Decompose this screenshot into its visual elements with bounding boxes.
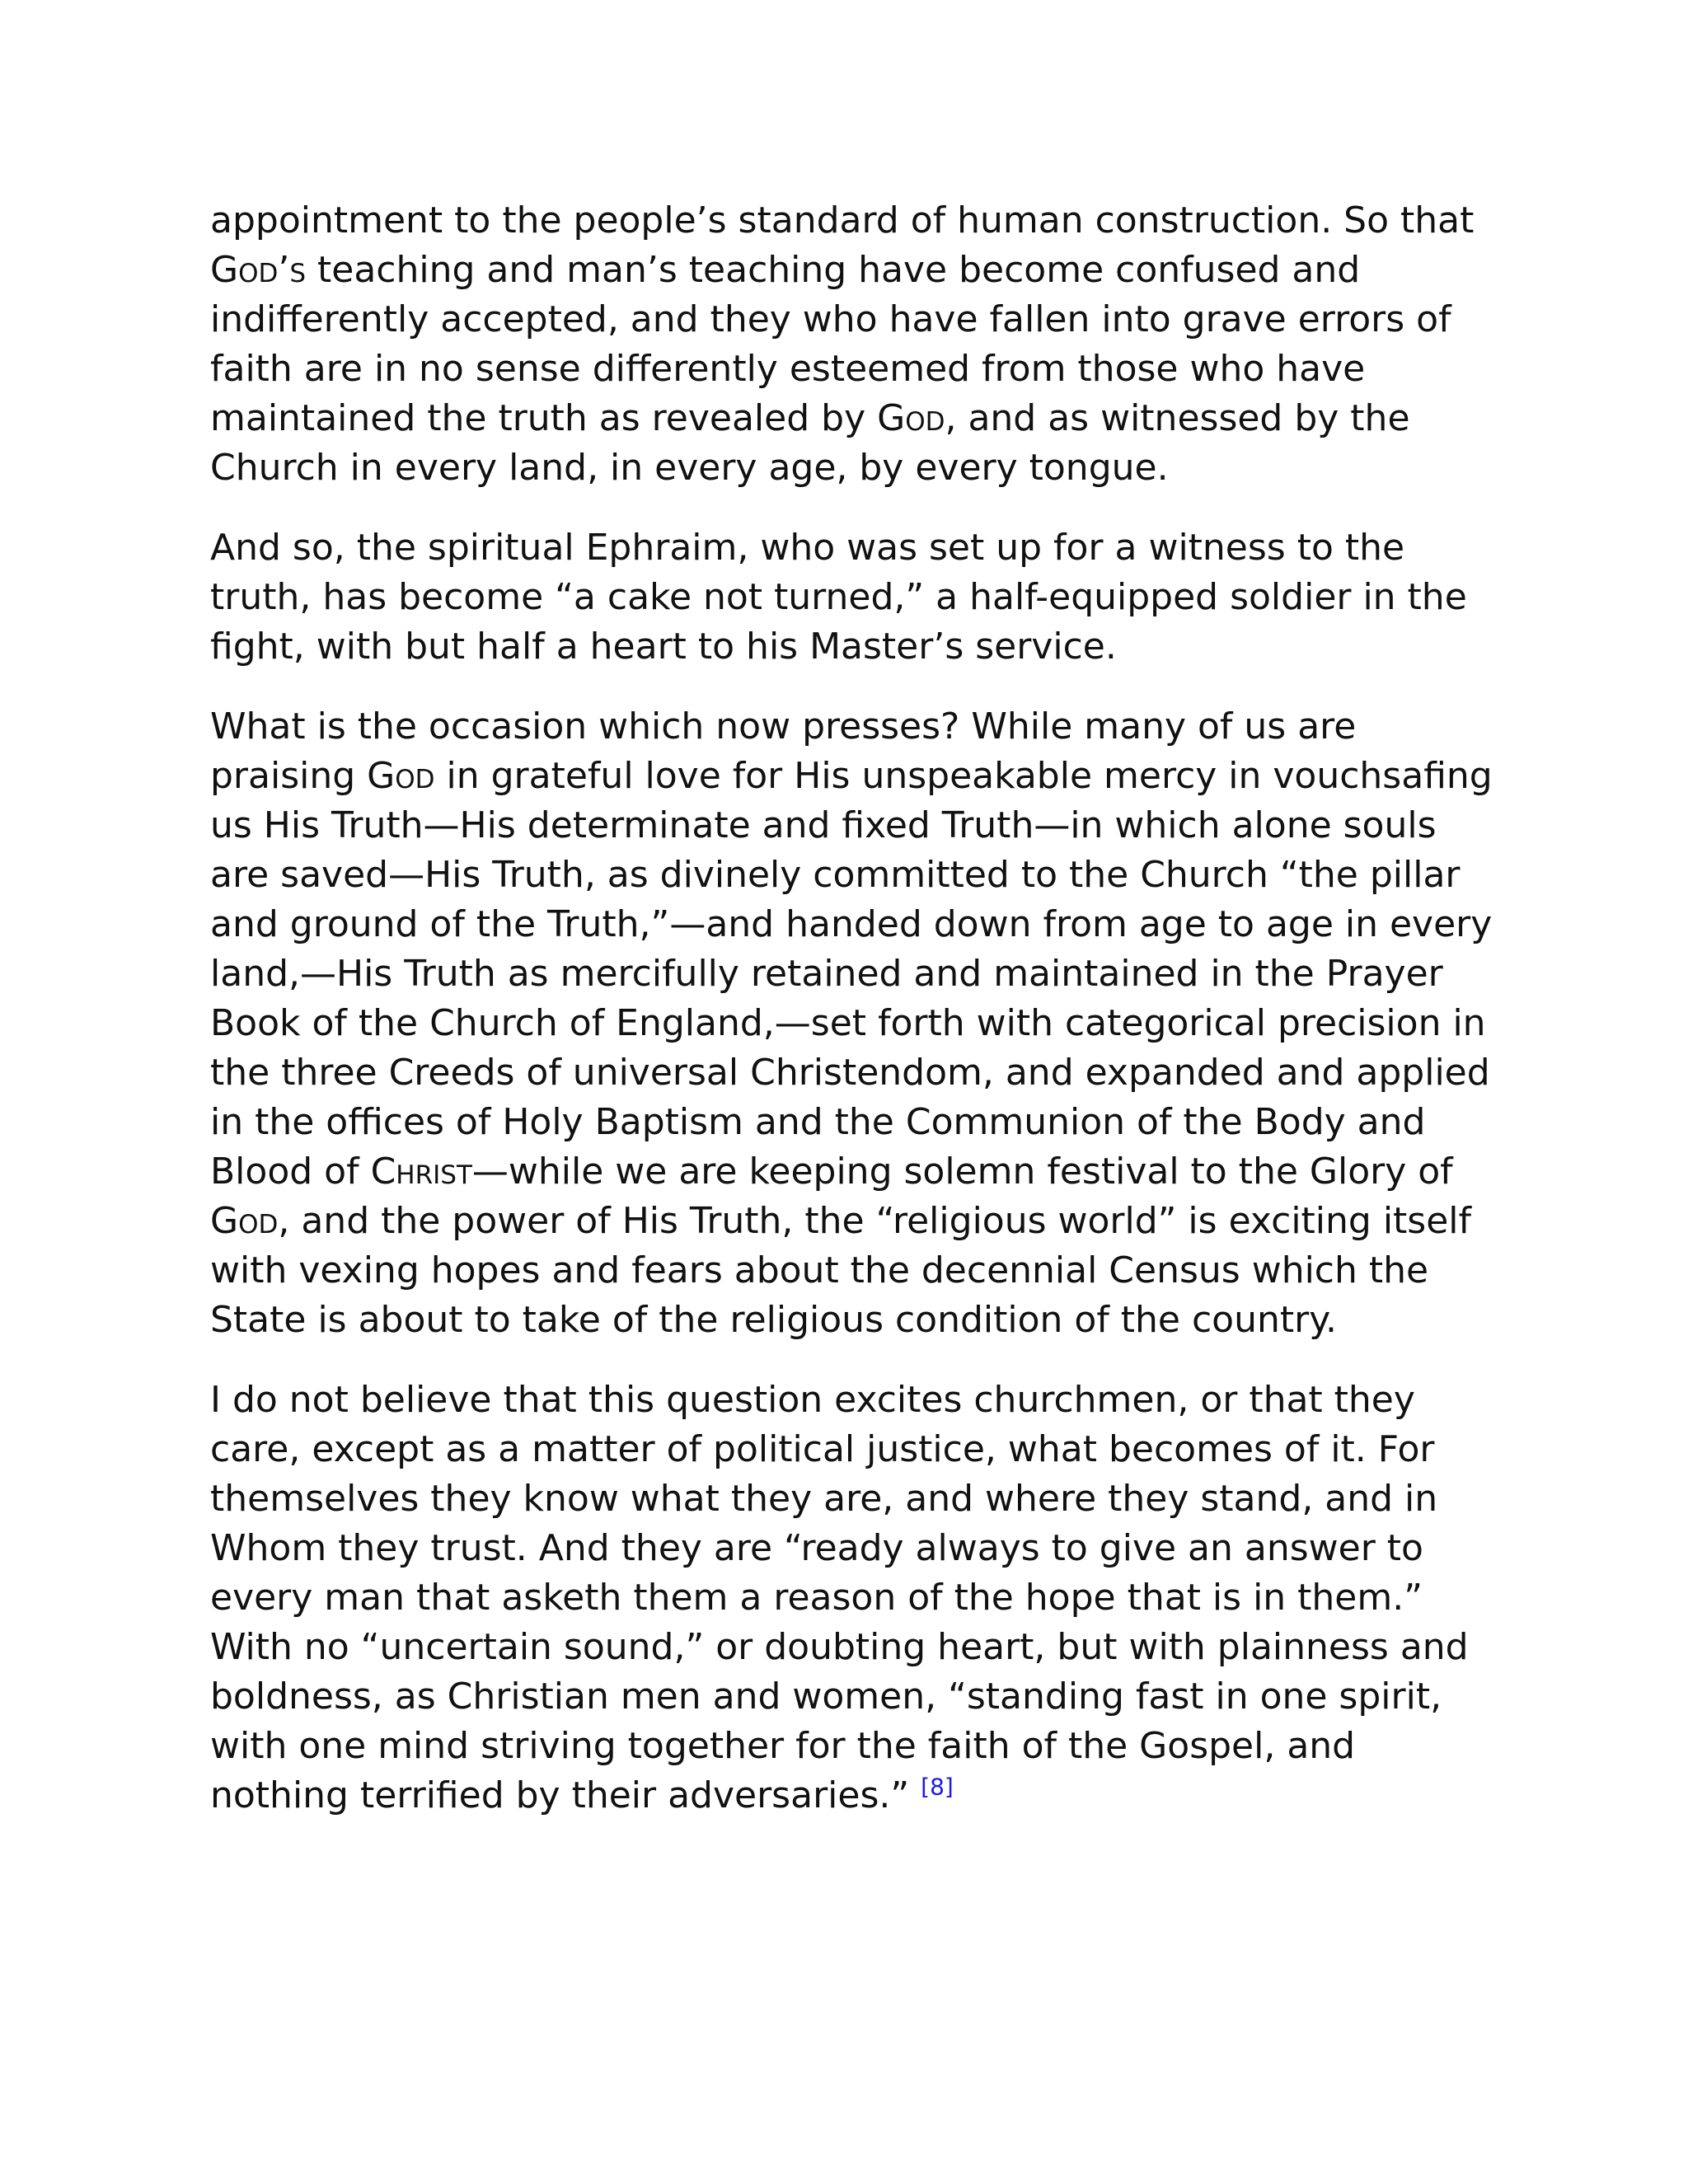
text-run: , and as witnessed by the Church in every land, in every age, by every tongue. [210, 397, 1410, 489]
small-caps-god: God [210, 1200, 279, 1242]
text-run: What is the occasion which now presses? While many of us are praising [210, 705, 1357, 797]
text-run: I do not believe that this question excites churchmen, or that they care, except as a matter of political justice, what becomes of it. For themselves they know what they are, and where they stand, and in Whom they trust. And they are “ready always to give an answer to every man that asketh them a reason of the hope that is in them.” With no “uncertain sound,” or doubting heart, but with plainness and boldness, as Christian men and women, “standing fast in one spirit, with one mind striving together for the faith of the Gospel, and nothing terrified by their adversaries.” [210, 1379, 1469, 1816]
text-run: And so, the spiritual Ephraim, who was set up for a witness to the truth, has become “a cake not turned,” a half-equipped soldier in the fight, with but half a heart to his Master’s service. [210, 527, 1467, 668]
small-caps-god: God’s [210, 249, 307, 291]
small-caps-christ: Christ [370, 1151, 472, 1193]
text-run: , and the power of His Truth, the “religious world” is exciting itself with vexing hopes and fears about the decennial Census which the State is about to take of the religious condition of the country. [210, 1200, 1472, 1341]
text-run: in grateful love for His unspeakable mercy in vouchsafing us His Truth—His determinate and fixed Truth—in which alone souls are saved—His Truth, as divinely committed to the Church “the pillar and ground of the Truth,”—and handed down from age to age in every land,—His Truth as mercifully retained and maintained in the Prayer Book of the Church of England,—set forth with categorical precision in the three Creeds of universal Christendom, and expanded and applied in the offices of Holy Baptism and the Communion of the Body and Blood of [210, 755, 1493, 1193]
paragraph-1 [210, 196, 1496, 493]
text-run: appointment to the people’s standard of human construction. So that [210, 199, 1475, 241]
paragraph-2 [210, 523, 1496, 672]
paragraph-4 [210, 1376, 1496, 1821]
small-caps-god: God [367, 755, 435, 797]
text-run: —while we are keeping solemn festival to the Glory of [471, 1151, 1453, 1193]
paragraph-3 [210, 702, 1496, 1345]
small-caps-god: God [877, 397, 945, 439]
document-page [210, 196, 1496, 1851]
text-run: teaching and man’s teaching have become confused and indifferently accepted, and they who have fallen into grave errors of faith are in no sense differently esteemed from those who have maintained the truth as revealed by [210, 249, 1451, 439]
footnote-link[interactable]: [8] [921, 1773, 954, 1801]
